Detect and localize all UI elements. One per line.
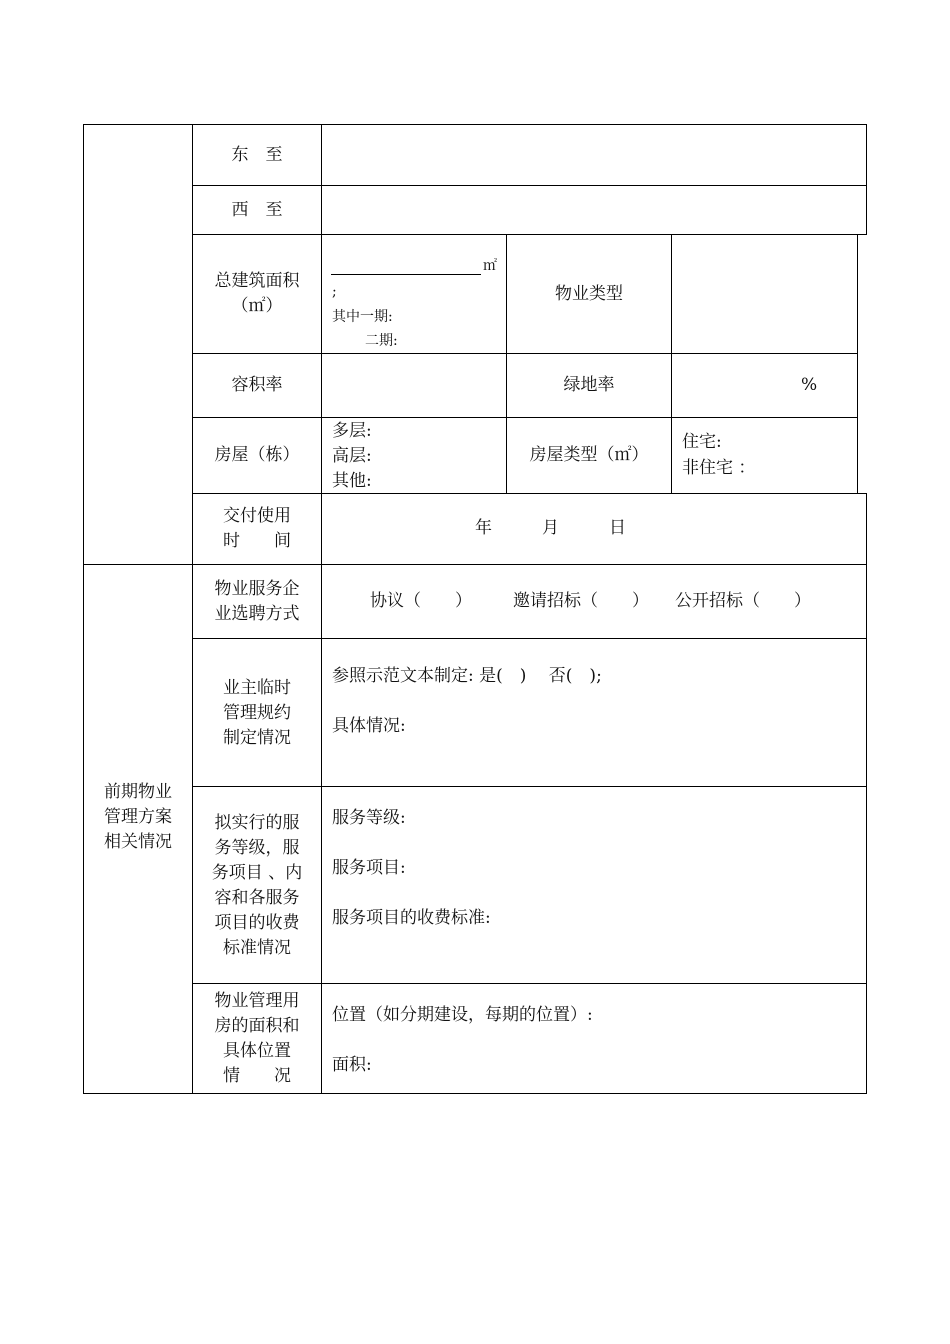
owner-rules-value-cell[interactable] [321, 638, 867, 787]
mgmt-room-value-cell[interactable] [321, 983, 867, 1094]
total-area-label-1: 总建筑面积 [214, 271, 300, 291]
selection-public[interactable]: 公开招标（ ） [675, 591, 811, 611]
delivery-year: 年 [475, 518, 492, 538]
selection-invited[interactable]: 邀请招标（ ） [513, 591, 649, 611]
non-residential-label: 非住宅 ： [682, 458, 756, 478]
delivery-label-2: 时 间 [223, 531, 291, 551]
multi-storey-label: 多层: [332, 421, 372, 441]
property-type-value-cell[interactable] [671, 234, 858, 354]
selection-agreement[interactable]: 协议（ ） [370, 591, 472, 611]
mgmt-room-label-2: 房的面积和 [214, 1016, 300, 1036]
service-label-4: 容和各服务 [214, 888, 300, 908]
owner-rules-label-1: 业主临时 [223, 678, 291, 698]
delivery-value-cell[interactable] [321, 493, 867, 565]
phase1-label: 其中一期: [332, 309, 393, 325]
mgmt-room-label-1: 物业管理用 [214, 991, 300, 1011]
total-area-unit: ㎡ [483, 258, 497, 274]
section2-title-1: 前期物业 [104, 782, 172, 802]
selection-label-1: 物业服务企 [214, 579, 300, 599]
high-rise-label: 高层: [332, 446, 372, 466]
owner-rules-details: 具体情况: [332, 716, 406, 736]
delivery-label-1: 交付使用 [223, 506, 291, 526]
delivery-month: 月 [542, 518, 559, 538]
section2-title-2: 管理方案 [104, 807, 172, 827]
west-value-cell[interactable] [321, 185, 867, 235]
plot-ratio-label: 容积率 [231, 375, 283, 395]
east-value-cell[interactable] [321, 124, 867, 186]
owner-rules-label-2: 管理规约 [223, 703, 291, 723]
green-ratio-label: 绿地率 [563, 375, 615, 395]
house-type-label: 房屋类型（㎡） [529, 445, 649, 465]
service-label-6: 标准情况 [223, 938, 291, 958]
service-label-5: 项目的收费 [214, 913, 300, 933]
property-type-label: 物业类型 [555, 284, 623, 304]
west-label: 西 至 [231, 200, 283, 220]
owner-rules-label-3: 制定情况 [223, 728, 291, 748]
residential-label: 住宅: [682, 432, 722, 452]
total-area-label-2: （㎡） [231, 296, 283, 316]
selection-label-2: 业选聘方式 [214, 604, 300, 624]
section2-title-3: 相关情况 [104, 832, 172, 852]
mgmt-room-label-3: 具体位置 [223, 1041, 291, 1061]
service-items: 服务项目: [332, 858, 406, 878]
phase2-label: 二期: [365, 333, 398, 349]
plot-ratio-value-cell[interactable] [321, 353, 507, 418]
mgmt-room-location: 位置（如分期建设，每期的位置）: [332, 1005, 593, 1025]
service-label-3: 务项目 、内 [211, 863, 303, 883]
other-label: 其他: [332, 471, 372, 491]
service-label-2: 务等级，服 [214, 838, 300, 858]
buildings-label: 房屋（栋） [214, 445, 300, 465]
green-ratio-unit: % [801, 375, 818, 395]
total-area-value-cell[interactable] [321, 234, 507, 354]
delivery-day: 日 [609, 518, 626, 538]
east-label: 东 至 [231, 145, 283, 165]
service-label-1: 拟实行的服 [214, 813, 300, 833]
section1-left-cell [83, 124, 193, 565]
service-fee: 服务项目的收费标准: [332, 908, 491, 928]
green-ratio-value-cell[interactable] [671, 353, 858, 418]
service-level: 服务等级: [332, 808, 406, 828]
total-area-underline [331, 274, 481, 275]
owner-rules-reference: 参照示范文本制定: 是( ) 否( ); [332, 666, 602, 686]
mgmt-room-label-4: 情 况 [223, 1066, 291, 1086]
mgmt-room-area: 面积: [332, 1055, 372, 1075]
total-area-semicolon: ; [332, 284, 337, 300]
